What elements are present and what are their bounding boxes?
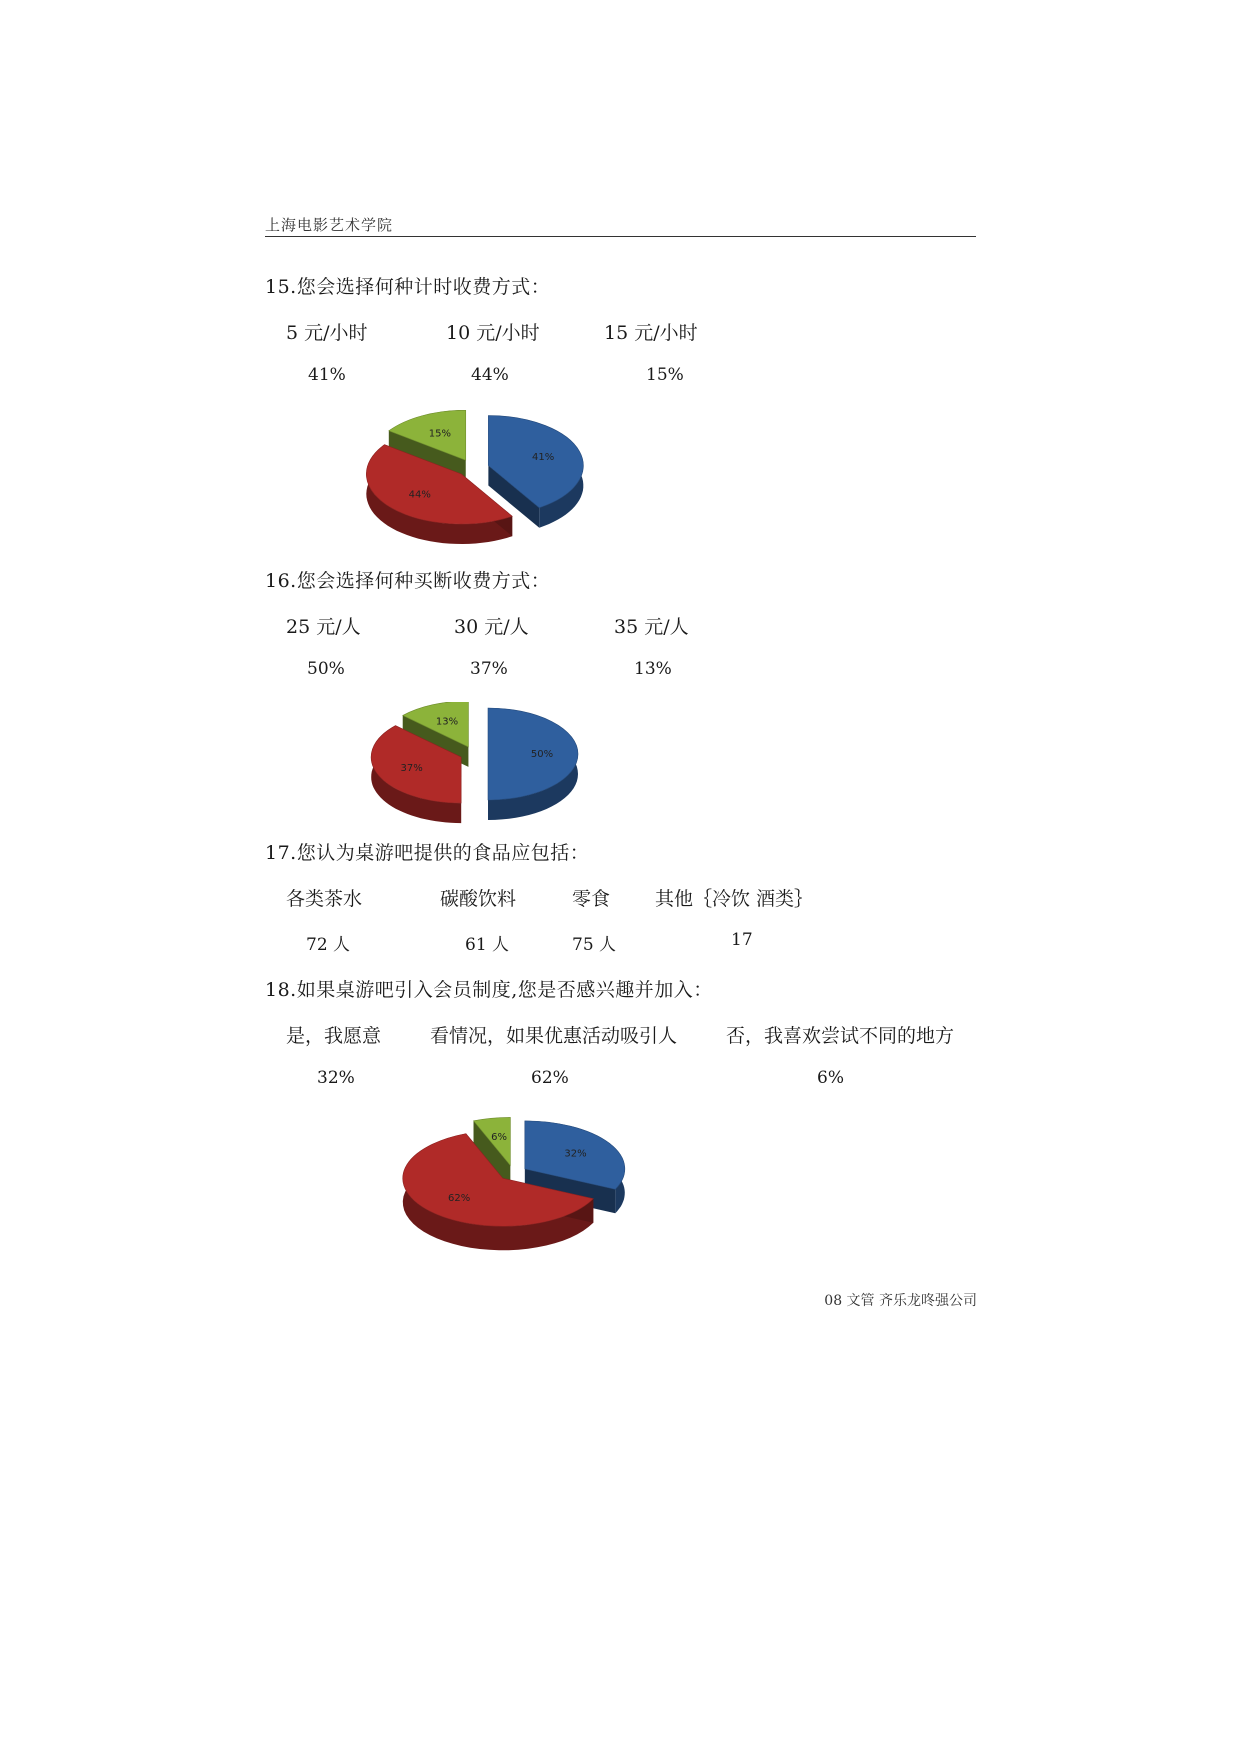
q17-option-3: 零食 <box>572 888 611 910</box>
q17-option-1: 各类茶水 <box>286 888 363 910</box>
q17-value-3: 75 人 <box>572 935 617 955</box>
q16-option-2: 30 元/人 <box>454 616 529 638</box>
question-18-title: 18.如果桌游吧引入会员制度,您是否感兴趣并加入： <box>265 979 713 1001</box>
q15-value-1: 41% <box>308 365 346 385</box>
pie-data-label: 37% <box>400 763 423 774</box>
pie-chart-q15 <box>355 410 605 550</box>
header-rule <box>265 236 976 237</box>
q17-option-4: 其他｛冷饮 酒类｝ <box>655 888 814 910</box>
pie-data-label: 15% <box>428 428 452 440</box>
q18-option-3: 否，我喜欢尝试不同的地方 <box>726 1025 955 1047</box>
question-17-title: 17.您认为桌游吧提供的食品应包括： <box>265 842 590 864</box>
q17-value-4: 17 <box>731 930 753 950</box>
pie-data-label: 32% <box>564 1148 587 1160</box>
pie-chart-q16 <box>362 702 602 827</box>
pie-chart-q18 <box>395 1105 635 1255</box>
q16-value-1: 50% <box>307 659 345 679</box>
q15-option-1: 5 元/小时 <box>286 322 368 344</box>
question-15-title: 15.您会选择何种计时收费方式： <box>265 276 551 298</box>
pie-data-label: 6% <box>491 1132 508 1144</box>
q18-value-1: 32% <box>317 1068 355 1088</box>
q18-option-1: 是，我愿意 <box>286 1025 382 1047</box>
q16-option-3: 35 元/人 <box>614 616 689 638</box>
q18-option-2: 看情况，如果优惠活动吸引人 <box>430 1025 678 1047</box>
footer-text: 08 文管 齐乐龙咚强公司 <box>824 1293 977 1309</box>
pie-data-label: 41% <box>531 452 555 464</box>
pie-data-label: 13% <box>435 716 459 728</box>
question-16-title: 16.您会选择何种买断收费方式： <box>265 570 551 592</box>
q15-value-2: 44% <box>471 365 509 385</box>
q17-option-2: 碳酸饮料 <box>440 888 517 910</box>
q18-value-3: 6% <box>817 1068 844 1088</box>
q15-option-3: 15 元/小时 <box>604 322 698 344</box>
q15-option-2: 10 元/小时 <box>446 322 540 344</box>
header-title: 上海电影艺术学院 <box>265 216 394 234</box>
q18-value-2: 62% <box>531 1068 569 1088</box>
pie-data-label: 62% <box>447 1193 471 1204</box>
pie-data-label: 50% <box>530 749 554 760</box>
pie-data-label: 44% <box>408 489 431 501</box>
q17-value-1: 72 人 <box>306 935 351 955</box>
q16-value-2: 37% <box>470 659 508 679</box>
q16-value-3: 13% <box>634 659 672 679</box>
q16-option-1: 25 元/人 <box>286 616 361 638</box>
q15-value-3: 15% <box>646 365 684 385</box>
q17-value-2: 61 人 <box>465 935 510 955</box>
